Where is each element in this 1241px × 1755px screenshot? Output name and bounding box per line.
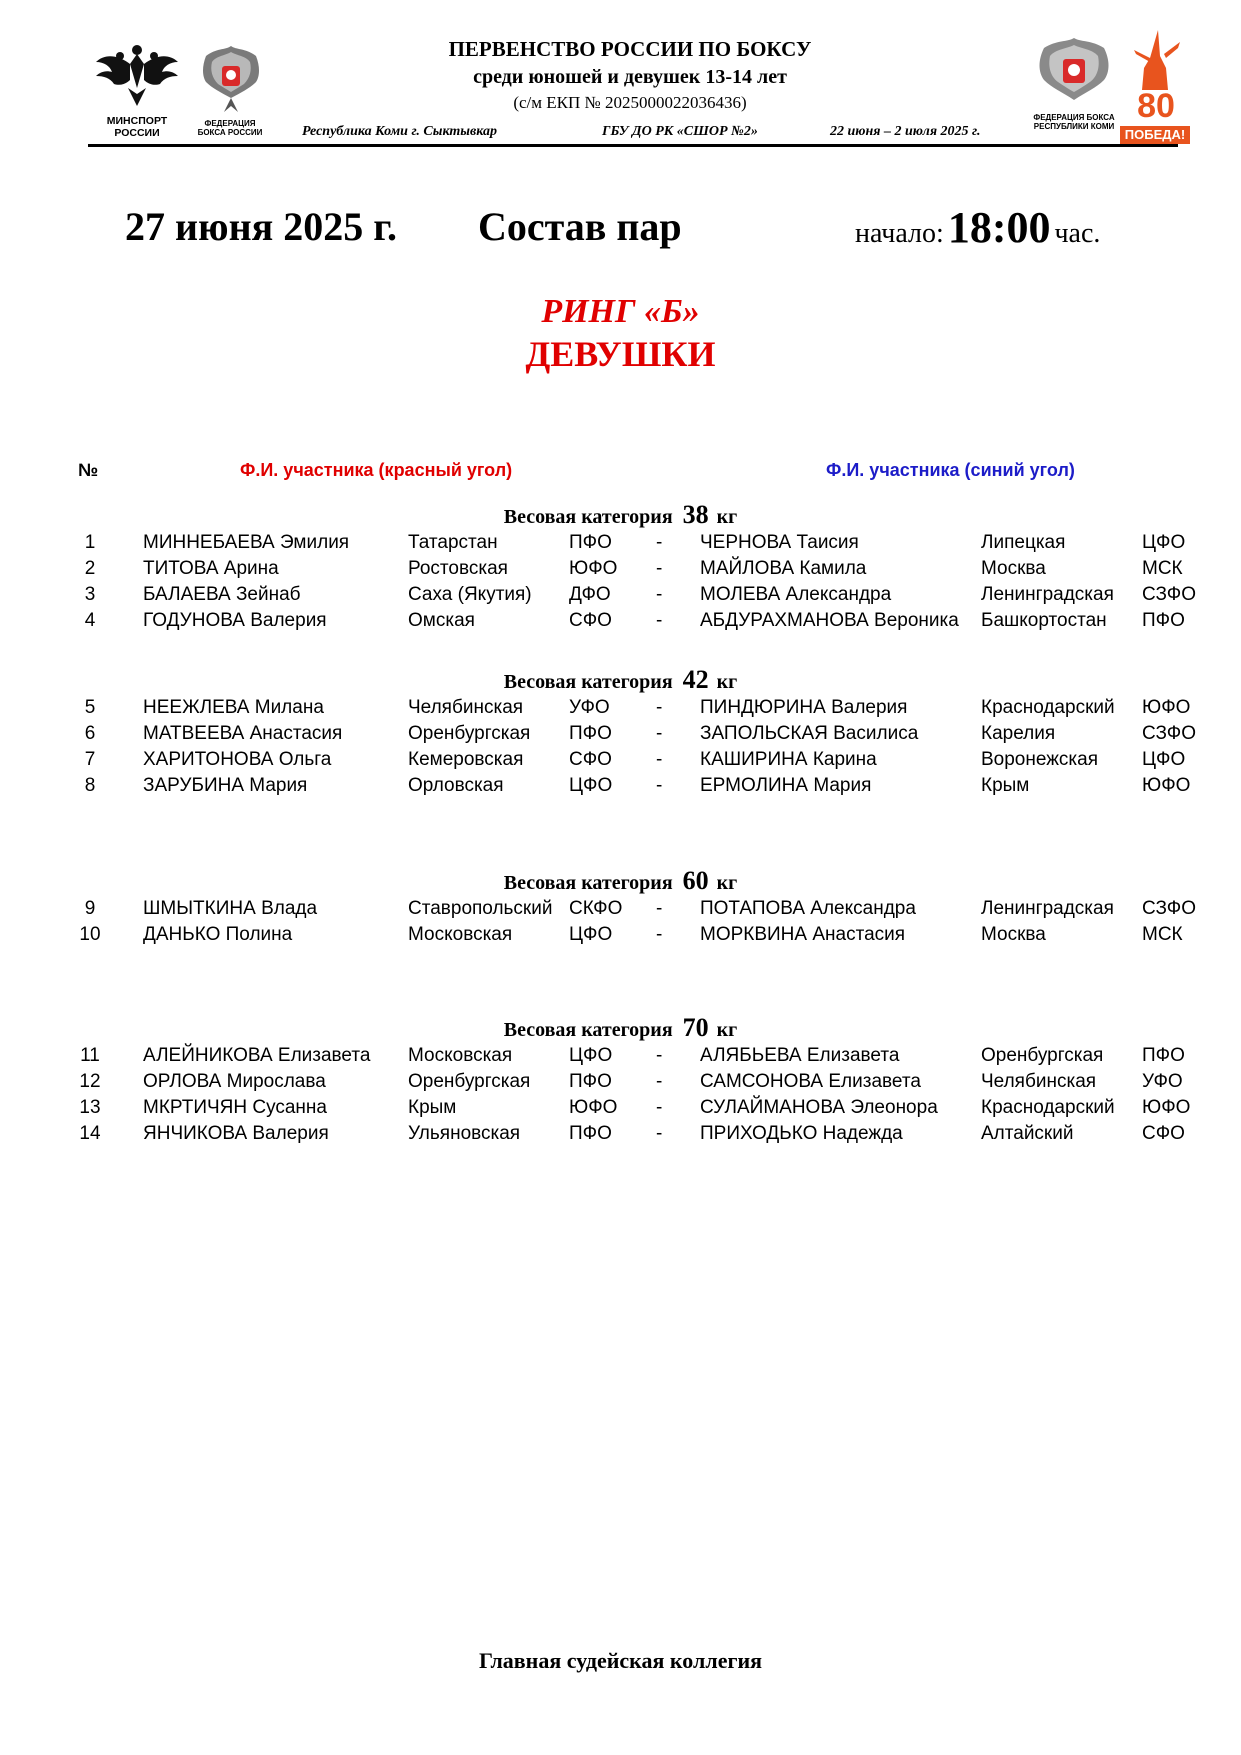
red-corner-region: Саха (Якутия) bbox=[408, 584, 532, 605]
blue-corner-name: САМСОНОВА Елизавета bbox=[700, 1071, 921, 1092]
red-corner-district: СФО bbox=[569, 749, 612, 770]
blue-corner-district: СЗФО bbox=[1142, 584, 1196, 605]
blue-corner-region: Алтайский bbox=[981, 1123, 1074, 1144]
bout-row bbox=[0, 775, 1241, 801]
red-corner-name: ЗАРУБИНА Мария bbox=[143, 775, 308, 796]
red-corner-district: ПФО bbox=[569, 1123, 612, 1144]
col-header-red: Ф.И. участника (красный угол) bbox=[240, 460, 513, 480]
red-corner-district: ПФО bbox=[569, 723, 612, 744]
red-corner-name: НЕЕЖЛЕВА Милана bbox=[143, 697, 324, 718]
bout-separator: - bbox=[656, 723, 663, 744]
weight-category-label: Весовая категория bbox=[503, 872, 673, 894]
red-corner-region: Омская bbox=[408, 610, 475, 631]
bout-separator: - bbox=[656, 1097, 663, 1118]
bout-number: 1 bbox=[84, 532, 96, 553]
weight-value: 38 bbox=[682, 500, 709, 529]
weight-unit: кг bbox=[716, 1019, 738, 1041]
blue-corner-name: ЗАПОЛЬСКАЯ Василиса bbox=[700, 723, 919, 744]
bout-row bbox=[0, 610, 1241, 636]
eagle-shield-icon bbox=[196, 42, 266, 114]
red-corner-name: ЯНЧИКОВА Валерия bbox=[143, 1123, 329, 1144]
red-corner-region: Татарстан bbox=[408, 532, 498, 553]
bout-separator: - bbox=[656, 558, 663, 579]
bout-number: 12 bbox=[79, 1071, 101, 1092]
red-corner-district: ЮФО bbox=[569, 1097, 618, 1118]
red-corner-region: Оренбургская bbox=[408, 723, 531, 744]
blue-corner-district: ЮФО bbox=[1142, 775, 1191, 796]
blue-corner-region: Карелия bbox=[981, 723, 1056, 744]
blue-corner-region: Краснодарский bbox=[981, 697, 1115, 718]
event-subtitle: среди юношей и девушек 13-14 лет bbox=[473, 66, 787, 88]
ring-group: ДЕВУШКИ bbox=[525, 334, 716, 374]
blue-corner-district: СФО bbox=[1142, 1123, 1185, 1144]
red-corner-region: Московская bbox=[408, 924, 513, 945]
bout-number: 14 bbox=[79, 1123, 101, 1144]
page-title: Состав пар bbox=[478, 204, 682, 249]
bout-number: 9 bbox=[84, 898, 96, 919]
blue-corner-district: СЗФО bbox=[1142, 723, 1196, 744]
eagle-shield-icon bbox=[1032, 36, 1116, 108]
minsport-caption: МИНСПОРТ РОССИИ bbox=[106, 115, 168, 140]
red-corner-region: Ростовская bbox=[408, 558, 508, 579]
start-time-block bbox=[855, 202, 1100, 253]
fbrk-caption: ФЕДЕРАЦИЯ БОКСА РЕСПУБЛИКИ КОМИ bbox=[1033, 113, 1115, 132]
blue-corner-name: ПРИХОДЬКО Надежда bbox=[700, 1123, 903, 1144]
blue-corner-region: Москва bbox=[981, 558, 1046, 579]
bout-separator: - bbox=[656, 749, 663, 770]
weight-value: 70 bbox=[682, 1013, 709, 1042]
start-label: начало: bbox=[855, 218, 944, 249]
start-time: 18:00 bbox=[947, 203, 1051, 252]
weight-unit: кг bbox=[716, 872, 738, 894]
red-corner-district: СКФО bbox=[569, 898, 623, 919]
bout-number: 2 bbox=[84, 558, 96, 579]
bout-separator: - bbox=[656, 584, 663, 605]
blue-corner-name: МАЙЛОВА Камила bbox=[700, 558, 867, 579]
red-corner-name: ОРЛОВА Мирослава bbox=[143, 1071, 326, 1092]
bout-number: 11 bbox=[80, 1045, 100, 1066]
red-corner-district: СФО bbox=[569, 610, 612, 631]
blue-corner-district: УФО bbox=[1142, 1071, 1183, 1092]
motherland-statue-icon bbox=[1120, 28, 1192, 92]
blue-corner-name: АЛЯБЬЕВА Елизавета bbox=[700, 1045, 900, 1066]
bout-number: 3 bbox=[84, 584, 96, 605]
blue-corner-district: ЮФО bbox=[1142, 697, 1191, 718]
blue-corner-district: МСК bbox=[1142, 924, 1183, 945]
bout-separator: - bbox=[656, 697, 663, 718]
bout-row bbox=[0, 1123, 1241, 1149]
bout-separator: - bbox=[656, 898, 663, 919]
red-corner-district: ДФО bbox=[569, 584, 611, 605]
blue-corner-name: СУЛАЙМАНОВА Элеонора bbox=[700, 1097, 938, 1118]
blue-corner-district: МСК bbox=[1142, 558, 1183, 579]
red-corner-name: БАЛАЕВА Зейнаб bbox=[143, 584, 301, 605]
red-corner-name: МИННЕБАЕВА Эмилия bbox=[143, 532, 350, 553]
blue-corner-region: Краснодарский bbox=[981, 1097, 1115, 1118]
blue-corner-name: ЧЕРНОВА Таисия bbox=[700, 532, 859, 553]
red-corner-district: ЮФО bbox=[569, 558, 618, 579]
blue-corner-region: Крым bbox=[981, 775, 1030, 796]
weight-category-label: Весовая категория bbox=[503, 506, 673, 528]
blue-corner-name: АБДУРАХМАНОВА Вероника bbox=[700, 610, 959, 631]
weight-value: 42 bbox=[682, 665, 709, 694]
blue-corner-name: КАШИРИНА Карина bbox=[700, 749, 877, 770]
red-corner-region: Орловская bbox=[408, 775, 504, 796]
red-corner-region: Кемеровская bbox=[408, 749, 524, 770]
ekp-number: (с/м ЕКП № 2025000022036436) bbox=[513, 93, 747, 112]
bout-separator: - bbox=[656, 1045, 663, 1066]
bout-separator: - bbox=[656, 1123, 663, 1144]
red-corner-name: МКРТИЧЯН Сусанна bbox=[143, 1097, 327, 1118]
bout-separator: - bbox=[656, 1071, 663, 1092]
event-location: Республика Коми г. Сыктывкар bbox=[302, 124, 498, 139]
blue-corner-name: ПИНДЮРИНА Валерия bbox=[700, 697, 908, 718]
red-corner-region: Челябинская bbox=[408, 697, 524, 718]
bout-number: 5 bbox=[84, 697, 96, 718]
double-headed-eagle-icon bbox=[92, 40, 182, 110]
red-corner-name: МАТВЕЕВА Анастасия bbox=[143, 723, 343, 744]
bout-separator: - bbox=[656, 924, 663, 945]
red-corner-name: АЛЕЙНИКОВА Елизавета bbox=[143, 1045, 371, 1066]
event-title: ПЕРВЕНСТВО РОССИИ ПО БОКСУ bbox=[448, 37, 812, 61]
bout-row bbox=[0, 749, 1241, 775]
weight-unit: кг bbox=[716, 506, 738, 528]
fbr-logo bbox=[196, 42, 266, 142]
blue-corner-district: СЗФО bbox=[1142, 898, 1196, 919]
blue-corner-name: МОЛЕВА Александра bbox=[700, 584, 892, 605]
bout-separator: - bbox=[656, 532, 663, 553]
fbrk-logo bbox=[1032, 36, 1116, 140]
bout-number: 13 bbox=[79, 1097, 101, 1118]
victory-number: 80 bbox=[1137, 87, 1175, 125]
event-venue: ГБУ ДО РК «СШОР №2» bbox=[602, 124, 758, 139]
blue-corner-name: ЕРМОЛИНА Мария bbox=[700, 775, 872, 796]
blue-corner-region: Оренбургская bbox=[981, 1045, 1104, 1066]
footer-signature: Главная судейская коллегия bbox=[478, 1648, 763, 1673]
blue-corner-region: Москва bbox=[981, 924, 1046, 945]
red-corner-district: УФО bbox=[569, 697, 610, 718]
red-corner-region: Оренбургская bbox=[408, 1071, 531, 1092]
bout-row bbox=[0, 723, 1241, 749]
blue-corner-district: ЦФО bbox=[1142, 749, 1186, 770]
blue-corner-region: Ленинградская bbox=[981, 584, 1114, 605]
weight-category-header bbox=[0, 1013, 1241, 1043]
blue-corner-district: ЦФО bbox=[1142, 532, 1186, 553]
weight-category-label: Весовая категория bbox=[503, 671, 673, 693]
red-corner-district: ПФО bbox=[569, 1071, 612, 1092]
red-corner-name: ДАНЬКО Полина bbox=[143, 924, 293, 945]
weight-category-header bbox=[0, 866, 1241, 896]
weight-category-header bbox=[0, 500, 1241, 530]
red-corner-name: ГОДУНОВА Валерия bbox=[143, 610, 327, 631]
bout-row bbox=[0, 1045, 1241, 1071]
start-unit: час. bbox=[1054, 218, 1101, 249]
bout-row bbox=[0, 1071, 1241, 1097]
bout-separator: - bbox=[656, 610, 663, 631]
red-corner-region: Крым bbox=[408, 1097, 457, 1118]
victory-word: ПОБЕДА! bbox=[1120, 126, 1190, 144]
blue-corner-name: ПОТАПОВА Александра bbox=[700, 898, 916, 919]
red-corner-name: ХАРИТОНОВА Ольга bbox=[143, 749, 332, 770]
ring-name: РИНГ «Б» bbox=[541, 293, 700, 330]
red-corner-name: ШМЫТКИНА Влада bbox=[143, 898, 318, 919]
blue-corner-name: МОРКВИНА Анастасия bbox=[700, 924, 906, 945]
weight-category-label: Весовая категория bbox=[503, 1019, 673, 1041]
fbr-caption: ФЕДЕРАЦИЯ БОКСА РОССИИ bbox=[197, 119, 263, 138]
blue-corner-district: ЮФО bbox=[1142, 1097, 1191, 1118]
weight-value: 60 bbox=[682, 866, 709, 895]
red-corner-district: ЦФО bbox=[569, 1045, 613, 1066]
bout-row bbox=[0, 532, 1241, 558]
bout-row bbox=[0, 584, 1241, 610]
blue-corner-district: ПФО bbox=[1142, 610, 1185, 631]
bout-separator: - bbox=[656, 775, 663, 796]
blue-corner-region: Ленинградская bbox=[981, 898, 1114, 919]
blue-corner-region: Башкортостан bbox=[981, 610, 1107, 631]
red-corner-district: ЦФО bbox=[569, 775, 613, 796]
red-corner-region: Московская bbox=[408, 1045, 513, 1066]
blue-corner-region: Воронежская bbox=[981, 749, 1099, 770]
col-header-blue: Ф.И. участника (синий угол) bbox=[826, 460, 1075, 480]
bout-row bbox=[0, 898, 1241, 924]
blue-corner-region: Челябинская bbox=[981, 1071, 1097, 1092]
red-corner-district: ПФО bbox=[569, 532, 612, 553]
weight-category-header bbox=[0, 665, 1241, 695]
red-corner-district: ЦФО bbox=[569, 924, 613, 945]
victory-80-logo bbox=[1120, 28, 1192, 146]
minsport-logo bbox=[92, 40, 182, 144]
red-corner-name: ТИТОВА Арина bbox=[143, 558, 279, 579]
bout-date: 27 июня 2025 г. bbox=[125, 204, 397, 249]
bout-row bbox=[0, 924, 1241, 950]
bout-number: 6 bbox=[84, 723, 96, 744]
header-divider bbox=[88, 144, 1178, 147]
bout-number: 10 bbox=[79, 924, 101, 945]
col-header-no: № bbox=[78, 460, 99, 480]
bout-row bbox=[0, 1097, 1241, 1123]
weight-unit: кг bbox=[716, 671, 738, 693]
blue-corner-district: ПФО bbox=[1142, 1045, 1185, 1066]
bout-number: 4 bbox=[84, 610, 96, 631]
bout-number: 8 bbox=[84, 775, 96, 796]
bout-row bbox=[0, 697, 1241, 723]
bout-row bbox=[0, 558, 1241, 584]
blue-corner-region: Липецкая bbox=[981, 532, 1066, 553]
red-corner-region: Ставропольский bbox=[408, 898, 553, 919]
red-corner-region: Ульяновская bbox=[408, 1123, 521, 1144]
event-dates: 22 июня – 2 июля 2025 г. bbox=[830, 124, 981, 139]
bout-number: 7 bbox=[84, 749, 96, 770]
